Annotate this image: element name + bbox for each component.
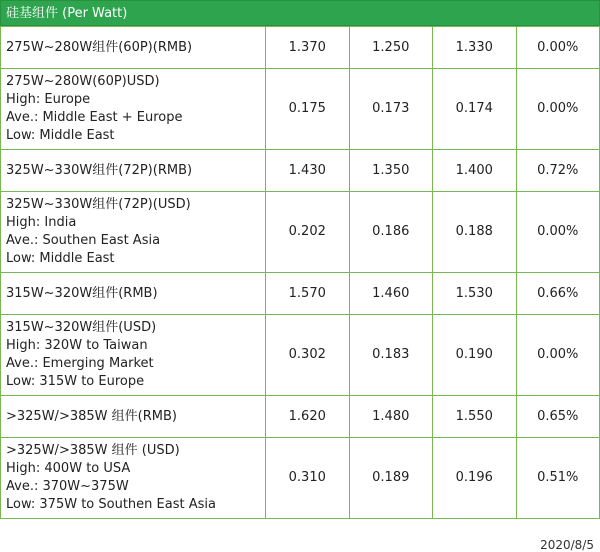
average-price-cell: 1.400 (433, 150, 517, 192)
product-label-line: 315W~320W组件(RMB) (6, 285, 158, 301)
product-label-line: Low: 375W to Southen East Asia (6, 497, 216, 512)
product-label-line: >325W/>385W 组件(RMB) (6, 408, 177, 424)
table-header (0, 0, 600, 26)
change-percent-cell: 0.51% (516, 438, 600, 519)
low-price-cell: 0.173 (349, 69, 433, 150)
product-label-line: 275W~280W(60P)USD) (6, 74, 160, 89)
product-label-line: Ave.: Emerging Market (6, 356, 154, 371)
product-label-line: Ave.: Middle East + Europe (6, 110, 183, 125)
average-price-cell: 1.330 (433, 27, 517, 69)
product-label-cell (1, 27, 266, 69)
product-label-cell (1, 315, 266, 396)
table-row (1, 150, 600, 192)
change-percent-cell: 0.00% (516, 315, 600, 396)
high-price-cell: 0.175 (266, 69, 350, 150)
product-label-line: 275W~280W组件(60P)(RMB) (6, 39, 193, 55)
change-percent-cell: 0.00% (516, 27, 600, 69)
product-label-line: 325W~330W组件(72P)(USD) (6, 197, 191, 212)
average-price-cell: 0.190 (433, 315, 517, 396)
product-label-line: Ave.: Southen East Asia (6, 233, 161, 248)
date-label: 2020/8/5 (540, 538, 594, 552)
product-label-cell (1, 396, 266, 438)
change-percent-cell: 0.72% (516, 150, 600, 192)
product-label-line: Low: Middle East (6, 128, 115, 143)
product-label-cell (1, 192, 266, 273)
table-row (1, 27, 600, 69)
low-price-cell: 1.480 (349, 396, 433, 438)
average-price-cell: 0.196 (433, 438, 517, 519)
low-price-cell: 1.350 (349, 150, 433, 192)
table-row (1, 315, 600, 396)
product-label-line: High: 400W to USA (6, 461, 131, 476)
change-percent-cell: 0.00% (516, 192, 600, 273)
high-price-cell: 0.302 (266, 315, 350, 396)
high-price-cell: 0.202 (266, 192, 350, 273)
product-label-line: High: Europe (6, 92, 91, 107)
price-table (0, 26, 600, 519)
table-row (1, 192, 600, 273)
low-price-cell: 1.250 (349, 27, 433, 69)
product-label-cell (1, 150, 266, 192)
high-price-cell: 0.310 (266, 438, 350, 519)
low-price-cell: 1.460 (349, 273, 433, 315)
product-label-cell (1, 273, 266, 315)
product-label-line: 315W~320W组件(USD) (6, 320, 157, 335)
low-price-cell: 0.189 (349, 438, 433, 519)
table-row (1, 69, 600, 150)
low-price-cell: 0.183 (349, 315, 433, 396)
average-price-cell: 0.174 (433, 69, 517, 150)
table-row (1, 396, 600, 438)
product-label-cell (1, 438, 266, 519)
high-price-cell: 1.370 (266, 27, 350, 69)
product-label-line: High: India (6, 215, 77, 230)
product-label-line: >325W/>385W 组件 (USD) (6, 443, 180, 458)
table-title: 硅基组件 (Per Watt) (6, 6, 128, 21)
table-row (1, 273, 600, 315)
low-price-cell: 0.186 (349, 192, 433, 273)
average-price-cell: 1.530 (433, 273, 517, 315)
high-price-cell: 1.430 (266, 150, 350, 192)
average-price-cell: 1.550 (433, 396, 517, 438)
average-price-cell: 0.188 (433, 192, 517, 273)
high-price-cell: 1.570 (266, 273, 350, 315)
product-label-line: Ave.: 370W~375W (6, 479, 129, 494)
high-price-cell: 1.620 (266, 396, 350, 438)
product-label-cell (1, 69, 266, 150)
change-percent-cell: 0.66% (516, 273, 600, 315)
product-label-line: Low: 315W to Europe (6, 374, 145, 389)
change-percent-cell: 0.65% (516, 396, 600, 438)
product-label-line: Low: Middle East (6, 251, 115, 266)
product-label-line: 325W~330W组件(72P)(RMB) (6, 162, 193, 178)
product-label-line: High: 320W to Taiwan (6, 338, 148, 353)
table-row (1, 438, 600, 519)
change-percent-cell: 0.00% (516, 69, 600, 150)
